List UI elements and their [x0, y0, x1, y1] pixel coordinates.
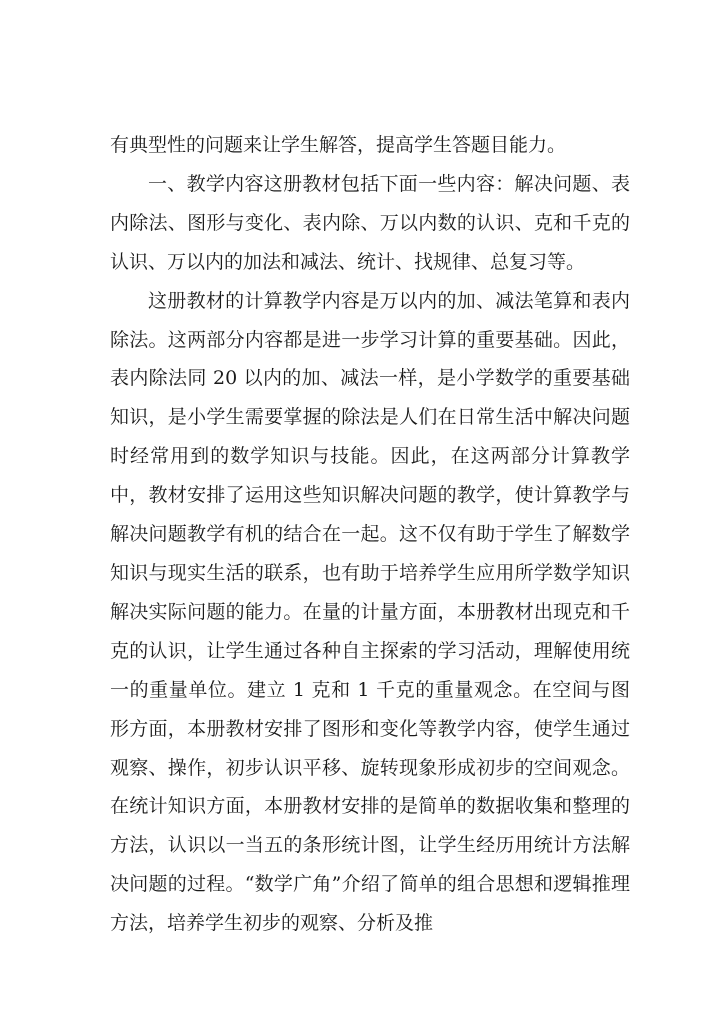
- body-text: [110, 126, 630, 943]
- paragraph-teaching-content: 一、教学内容这册教材包括下面一些内容：解决问题、表内除法、图形与变化、表内除、万以内数的认识、克和千克的认识、万以内的加法和减法、统计、找规律、总复习等。: [110, 172, 630, 273]
- paragraph-calculation-teaching: 这册教材的计算教学内容是万以内的加、减法笔算和表内除法。这两部分内容都是进一步学习计算的重要基础。因此，表内除法同 20 以内的加、减法一样，是小学数学的重要基础知识，是小学生需要掌握的除法是人们在日常生活中解决问题时经常用到的数学知识与技能。因此，在这两部分计算教学中，教材安排了运用这些知识解决问题的教学，使计算教学与解决问题教学有机的结合在一起。这不仅有助于学生了解数学知识与现实生活的联系，也有助于培养学生应用所学数学知识解决实际问题的能力。在量的计量方面，本册教材出现克和千克的认识，让学生通过各种自主探索的学习活动，理解使用统一的重量单位。建立 1 克和 1 千克的重量观念。在空间与图形方面，本册教材安排了图形和变化等教学内容，使学生通过观察、操作，初步认识平移、旋转现象形成初步的空间观念。在统计知识方面，本册教材安排的是简单的数据收集和整理的方法，认识以一当五的条形统计图，让学生经历用统计方法解决问题的过程。“数学广角”介绍了简单的组合思想和逻辑推理方法，培养学生初步的观察、分析及推: [110, 289, 630, 935]
- paragraph-continuation: 有典型性的问题来让学生解答，提高学生答题目能力。: [110, 134, 567, 156]
